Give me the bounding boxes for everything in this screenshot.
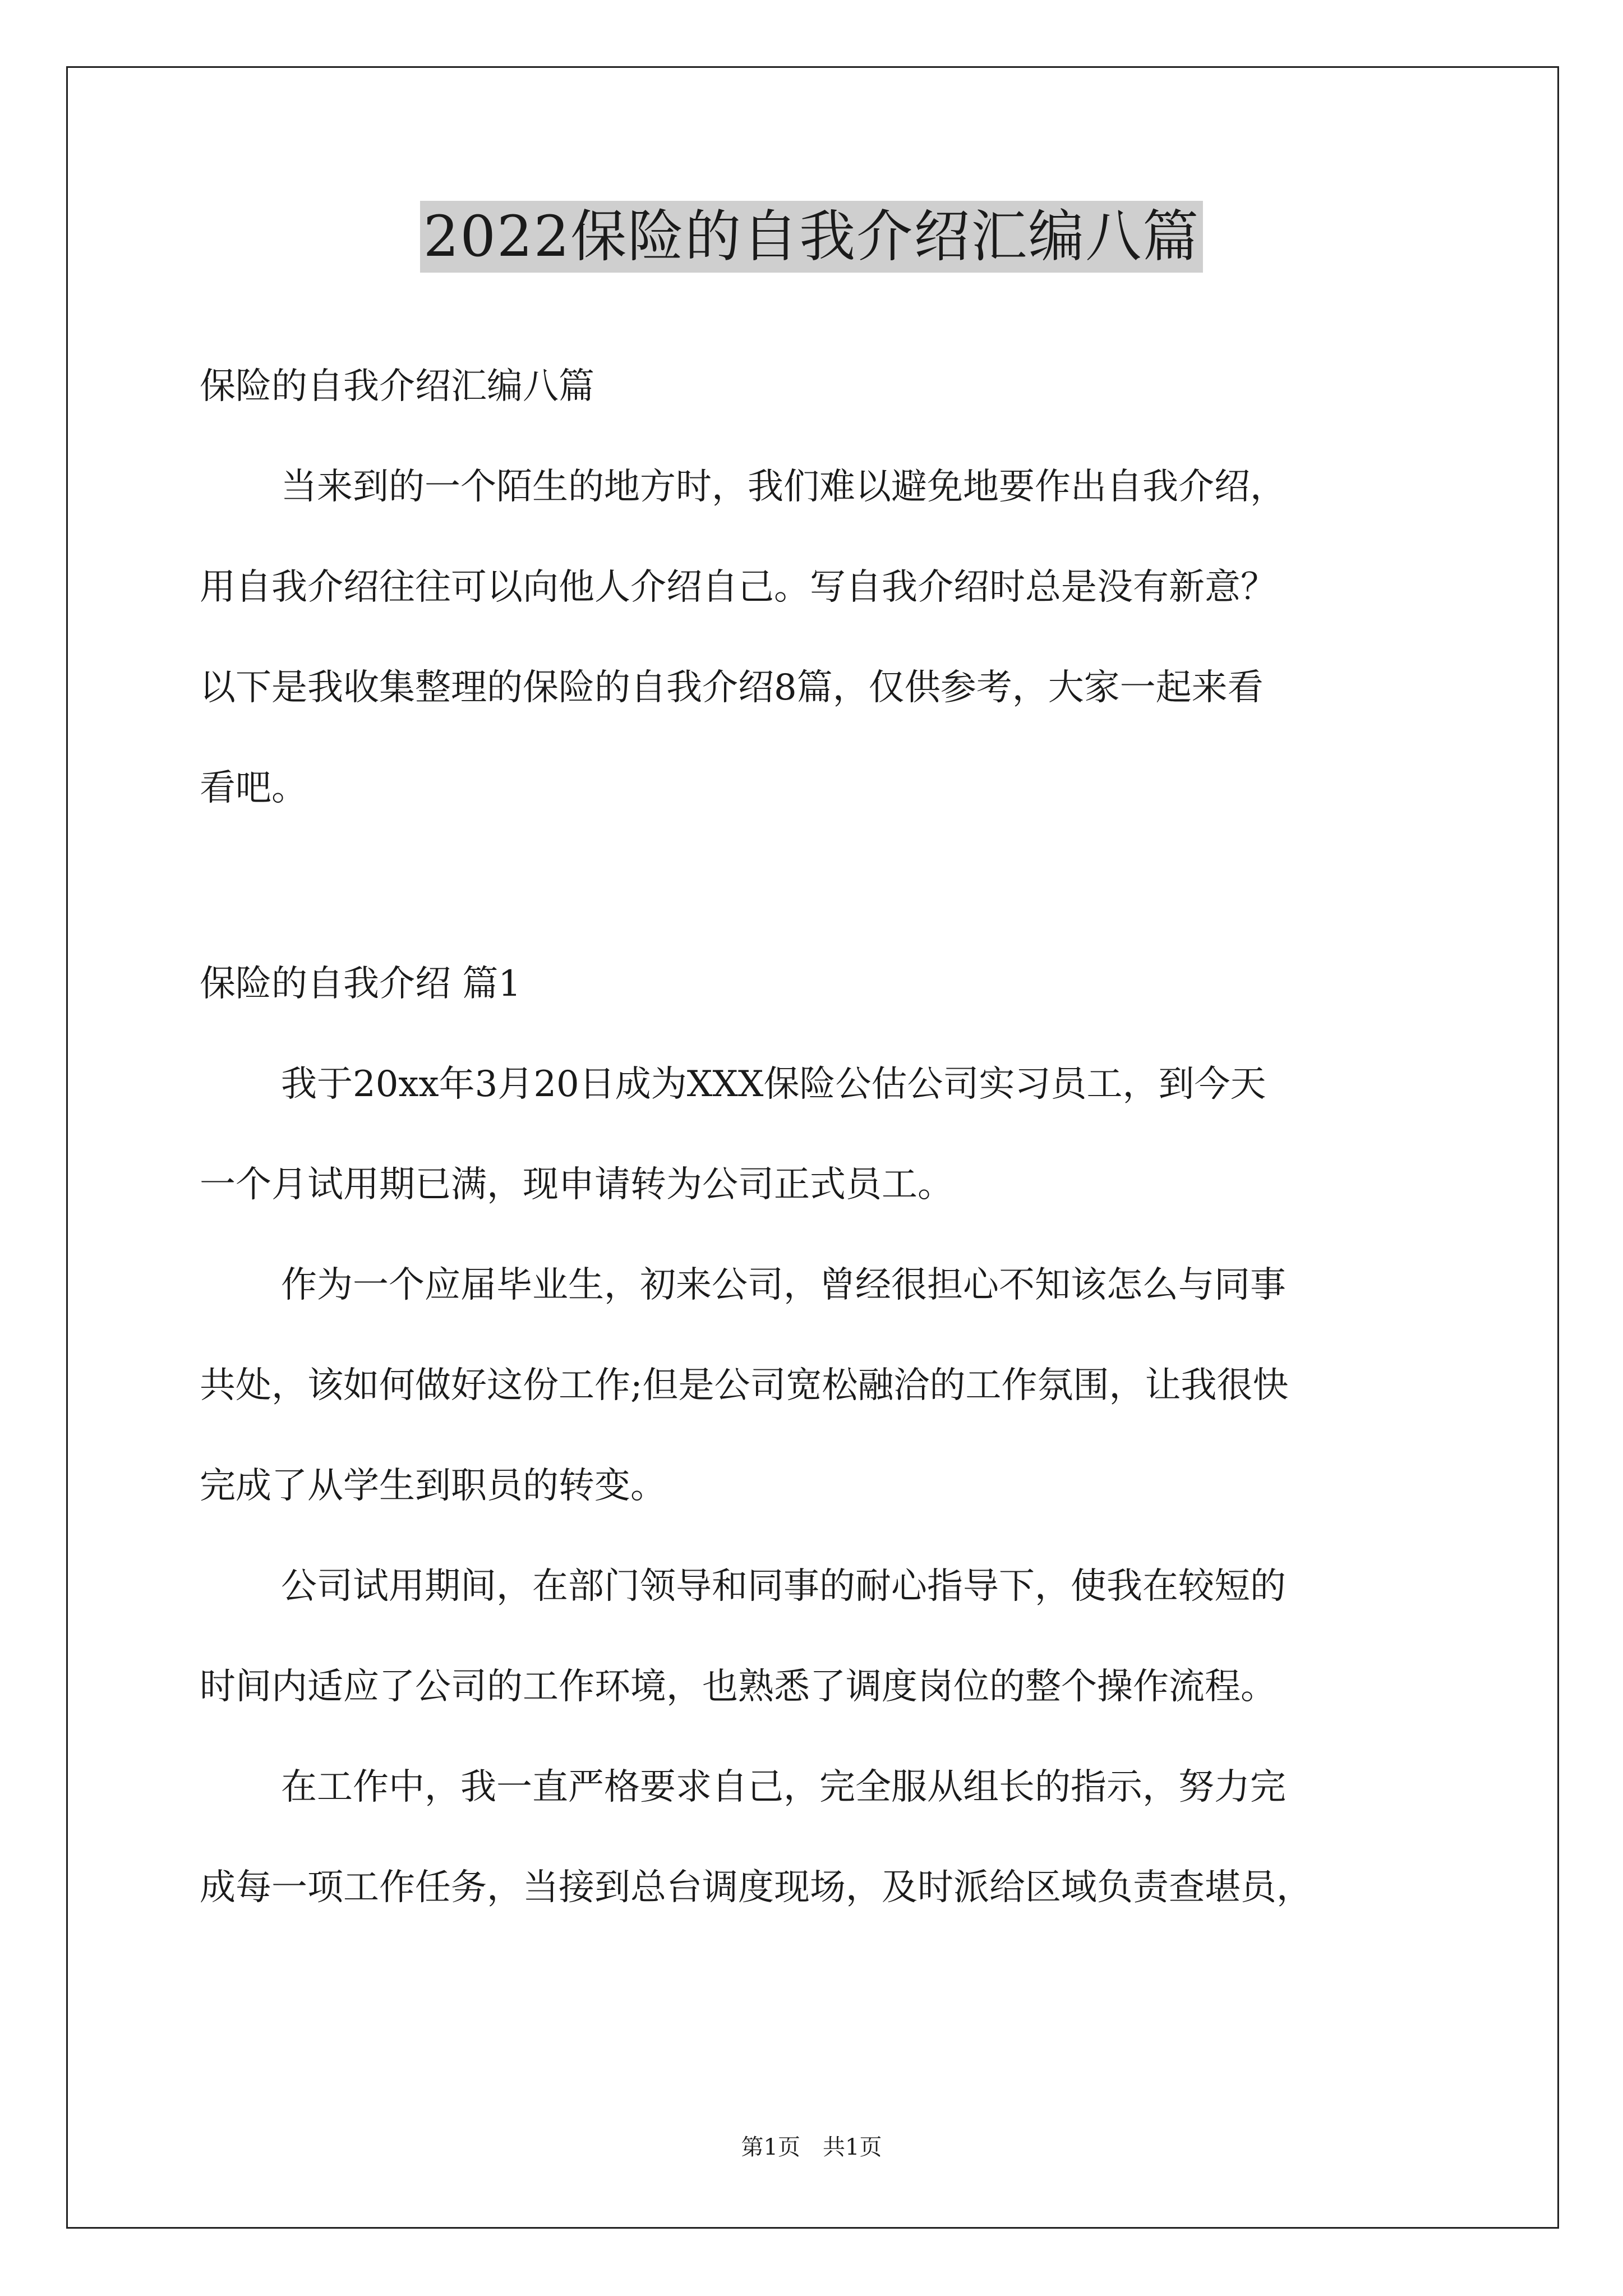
intro-line: 用自我介绍往往可以向他人介绍自己。写自我介绍时总是没有新意？ (200, 567, 1276, 608)
section-heading: 保险的自我介绍 篇1 (200, 963, 522, 1005)
paragraph-line: 在工作中，我一直严格要求自己，完全服从组长的指示，努力完 (281, 1766, 1286, 1808)
paragraph-line: 作为一个应届毕业生，初来公司，曾经很担心不知该怎么与同事 (281, 1264, 1286, 1306)
paragraph-line: 完成了从学生到职员的转变。 (200, 1465, 666, 1507)
paragraph-line: 时间内适应了公司的工作环境，也熟悉了调度岗位的整个操作流程。 (200, 1666, 1276, 1708)
paragraph-line: 我于20xx年3月20日成为XXX保险公估公司实习员工，到今天 (281, 1064, 1266, 1105)
paragraph-line: 一个月试用期已满，现申请转为公司正式员工。 (200, 1164, 953, 1205)
title-container (0, 201, 1623, 273)
document-title: 2022保险的自我介绍汇编八篇 (420, 201, 1204, 273)
section-spacer (200, 839, 1431, 934)
paragraph-line: 成每一项工作任务，当接到总台调度现场，及时派给区域负责查堪员， (200, 1867, 1312, 1908)
intro-line: 当来到的一个陌生的地方时，我们难以避免地要作出自我介绍， (281, 466, 1286, 508)
subtitle: 保险的自我介绍汇编八篇 (200, 366, 594, 407)
intro-line: 看吧。 (200, 767, 307, 809)
intro-line: 以下是我收集整理的保险的自我介绍8篇，仅供参考，大家一起来看 (200, 667, 1264, 708)
page-number-footer: 第1页 共1页 (741, 2134, 882, 2160)
document-body (200, 337, 1431, 1938)
paragraph-line: 共处，该如何做好这份工作;但是公司宽松融洽的工作氛围，让我很快 (200, 1365, 1289, 1406)
paragraph-line: 公司试用期间，在部门领导和同事的耐心指导下，使我在较短的 (281, 1566, 1286, 1607)
